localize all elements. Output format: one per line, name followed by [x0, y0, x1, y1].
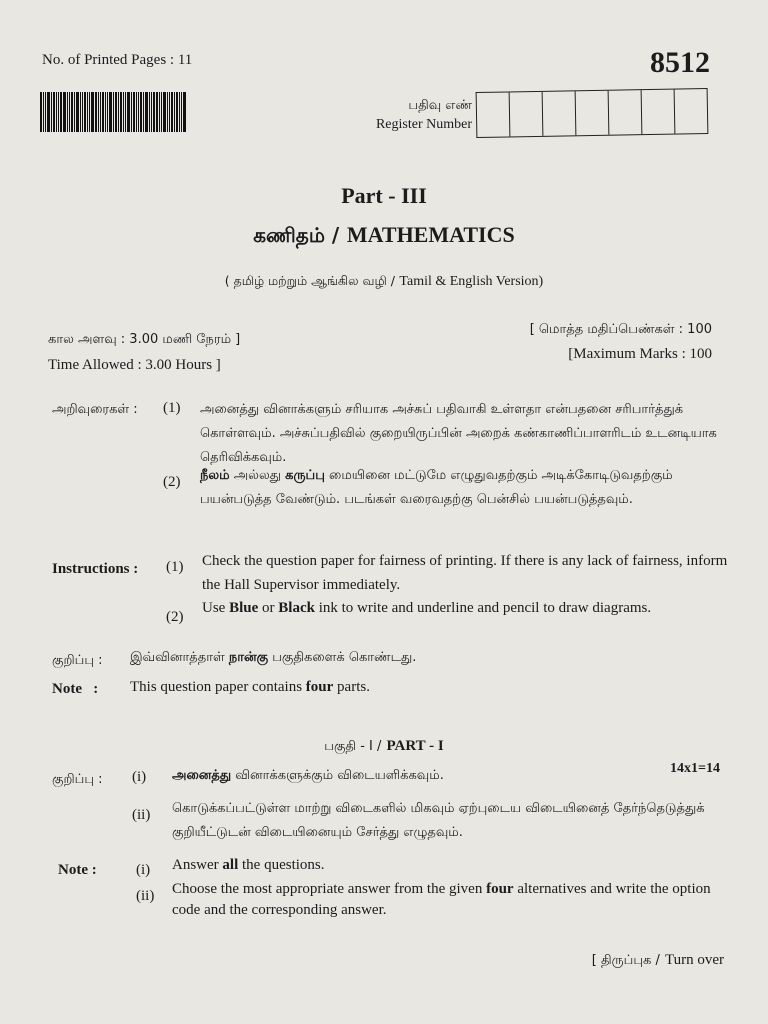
time-allowed-english: Time Allowed : 3.00 Hours ] — [48, 357, 221, 373]
barcode-bar — [120, 92, 122, 132]
use-text: Use — [202, 600, 230, 616]
ink-blue-tamil: நீலம் — [200, 468, 230, 483]
barcode-bar — [102, 92, 104, 132]
register-label-english: Register Number — [375, 117, 472, 132]
barcode-bar — [100, 92, 101, 132]
instruction-english-1: Check the question paper for fairness of printing. If there is any lack of fairness, inform the Hall Supervisor immediately. — [202, 553, 728, 593]
barcode-bar — [76, 92, 79, 132]
barcode-bar — [149, 92, 150, 132]
instruction-english-1-number: (1) — [166, 559, 184, 575]
part-1-title-tamil: பகுதி - I / — [324, 739, 382, 754]
part-1-english-1-rest: the questions. — [238, 857, 325, 873]
ink-black-tamil: கருப்பு — [285, 468, 325, 483]
note-english-pre: This question paper contains — [130, 679, 306, 695]
ink-blue-english: Blue — [229, 600, 259, 616]
note-tamil — [130, 650, 416, 666]
barcode-bar — [107, 92, 108, 132]
note-english-post: parts. — [333, 679, 370, 695]
barcode-bar — [82, 92, 83, 132]
note-tamil-four: நான்கு — [228, 650, 269, 665]
register-digit-box[interactable] — [477, 92, 511, 137]
or-english: or — [258, 600, 279, 616]
barcode-bar — [67, 92, 68, 132]
part-1-english-2-number: (ii) — [136, 888, 155, 904]
instructions-tamil-label: அறிவுரைகள் : — [52, 402, 138, 417]
note-tamil-post: பகுதிகளைக் கொண்டது. — [268, 650, 417, 665]
barcode-bar — [145, 92, 148, 132]
barcode-bar — [140, 92, 142, 132]
barcode-bar — [163, 92, 166, 132]
barcode-bar — [43, 92, 44, 132]
barcode-bar — [98, 92, 99, 132]
part-1-note-english-label: Note : — [58, 862, 97, 878]
register-number-boxes — [476, 88, 709, 138]
note-english-label — [52, 681, 98, 698]
barcode-bar — [45, 92, 46, 132]
barcode-bar — [156, 92, 158, 132]
barcode-bar — [169, 92, 170, 132]
barcode-bar — [115, 92, 117, 132]
all-english: all — [222, 857, 239, 873]
note-english-word: Note — [52, 681, 82, 697]
barcode-bar — [71, 92, 73, 132]
printed-pages-count: No. of Printed Pages : 11 — [42, 52, 193, 68]
paper-code: 8512 — [650, 46, 710, 79]
barcode-bar — [174, 92, 175, 132]
max-marks-english: [Maximum Marks : 100 — [568, 346, 712, 362]
register-digit-box[interactable] — [609, 90, 643, 135]
barcode-bar — [53, 92, 55, 132]
barcode-bar — [47, 92, 50, 132]
barcode-bar — [151, 92, 152, 132]
note-tamil-pre: இவ்வினாத்தாள் — [130, 650, 229, 665]
barcode-bar — [183, 92, 186, 132]
all-tamil: அனைத்து — [172, 768, 232, 783]
barcode-bar — [176, 92, 178, 132]
subject-title-tamil: கணிதம் / — [253, 223, 340, 247]
register-digit-box[interactable] — [543, 91, 577, 136]
barcode-bar — [136, 92, 137, 132]
instruction-english-2-rest: ink to write and underline and pencil to draw diagrams. — [314, 600, 652, 616]
register-number-label — [362, 98, 472, 133]
part-title: Part - III — [341, 183, 427, 208]
answer-text: Answer — [172, 857, 223, 873]
barcode-bar — [118, 92, 119, 132]
instruction-tamil-2-number: (2) — [163, 474, 181, 490]
barcode-bar — [69, 92, 70, 132]
barcode-bar — [159, 92, 160, 132]
four-english: four — [486, 881, 514, 897]
barcode-bar — [51, 92, 52, 132]
version-tamil: ( தமிழ் மற்றும் ஆங்கில வழி / — [224, 273, 395, 288]
part-1-english-1 — [172, 857, 325, 874]
register-digit-box[interactable] — [675, 89, 709, 134]
barcode-bar — [127, 92, 130, 132]
barcode-bar — [179, 92, 180, 132]
barcode-bar — [109, 92, 112, 132]
barcode-bar — [161, 92, 162, 132]
barcode-bar — [87, 92, 88, 132]
barcode-bar — [113, 92, 114, 132]
instruction-english-2 — [202, 600, 732, 617]
barcode-bar — [74, 92, 75, 132]
barcode-bar — [40, 92, 42, 132]
note-tamil-label: குறிப்பு : — [52, 653, 103, 668]
instruction-tamil-1: அனைத்து வினாக்களும் சரியாக அச்சுப் பதிவாகி உள்ளதா என்பதனை சரிபார்த்துக் கொள்ளவும். அச்சுப்பதிவில் குறையிருப்பின் அறைக் கண்காணிப்பாளரிடம் உடனடியாக தெரிவிக்கவும். — [200, 402, 717, 465]
barcode-bar — [89, 92, 90, 132]
barcode-bar — [58, 92, 59, 132]
barcode-bar — [91, 92, 94, 132]
barcode-bar — [125, 92, 126, 132]
barcode-bar — [143, 92, 144, 132]
subject-title-english: MATHEMATICS — [346, 222, 515, 247]
barcode-bar — [133, 92, 135, 132]
note-english — [130, 679, 370, 696]
barcode-bar — [153, 92, 155, 132]
barcode-bar — [56, 92, 57, 132]
barcode-bar — [95, 92, 97, 132]
barcode-bar — [167, 92, 168, 132]
subject-title — [0, 222, 768, 250]
turn-over — [592, 949, 724, 969]
register-label-tamil: பதிவு எண் — [408, 98, 472, 113]
barcode-bar — [123, 92, 124, 132]
barcode-bar — [131, 92, 132, 132]
barcode-bar — [181, 92, 182, 132]
register-digit-box[interactable] — [642, 90, 676, 135]
barcode-bar — [84, 92, 86, 132]
barcode-bar — [138, 92, 139, 132]
barcode-bar — [63, 92, 66, 132]
part-1-tamil-2: கொடுக்கப்பட்டுள்ள மாற்று விடைகளில் மிகவும் ஏற்புடைய விடையினைத் தேர்ந்தெடுத்துக் குறியீட்டுடன் விடையினையும் சேர்த்து எழுதவும். — [172, 801, 705, 840]
part-1-tamil-1-rest: வினாக்களுக்கும் விடையளிக்கவும். — [231, 768, 444, 783]
max-marks-tamil: [ மொத்த மதிப்பெண்கள் : 100 — [529, 322, 712, 337]
part-1-tamil-1 — [172, 768, 444, 784]
part-1-note-tamil-label: குறிப்பு : — [52, 772, 103, 787]
note-english-colon: : — [93, 681, 99, 697]
note-english-four: four — [305, 679, 334, 695]
part-1-tamil-1-number: (i) — [132, 769, 147, 785]
instruction-tamil-2-rest: மையினை மட்டுமே எழுதுவதற்கும் அடிக்கோடிடுவதற்கும் பயன்படுத்த வேண்டும். படங்கள் வரைவதற்கு பென்சில் பயன்படுத்தவும். — [200, 468, 673, 507]
register-digit-box[interactable] — [576, 91, 610, 136]
or-tamil: அல்லது — [229, 468, 286, 483]
barcode-bar — [60, 92, 62, 132]
part-1-english-2-rest: alternatives and write the option code and the corresponding answer. — [172, 881, 711, 918]
barcode-bar — [105, 92, 106, 132]
part-1-title-english: PART - I — [386, 738, 444, 754]
time-allowed-tamil: கால அளவு : 3.00 மணி நேரம் ] — [48, 332, 241, 347]
barcode-bar — [80, 92, 81, 132]
instructions-english-label: Instructions : — [52, 561, 139, 577]
part-1-marks: 14x1=14 — [670, 761, 720, 776]
part-1-english-2 — [172, 879, 732, 921]
turn-over-english: Turn over — [664, 952, 724, 968]
instruction-english-2-number: (2) — [166, 609, 184, 625]
version-english: Tamil & English Version) — [399, 274, 544, 289]
part-1-english-1-number: (i) — [136, 862, 151, 878]
ink-black-english: Black — [278, 600, 315, 616]
barcode — [40, 92, 190, 132]
instruction-tamil-2 — [200, 464, 728, 512]
turn-over-tamil: [ திருப்புக / — [591, 953, 660, 968]
part-1-tamil-2-number: (ii) — [132, 807, 151, 823]
register-digit-box[interactable] — [510, 92, 544, 137]
instruction-tamil-1-number: (1) — [163, 400, 181, 416]
part-1-title — [0, 735, 768, 755]
choose-text: Choose the most appropriate answer from the given — [172, 881, 487, 897]
barcode-bar — [171, 92, 173, 132]
version-line — [0, 273, 768, 290]
